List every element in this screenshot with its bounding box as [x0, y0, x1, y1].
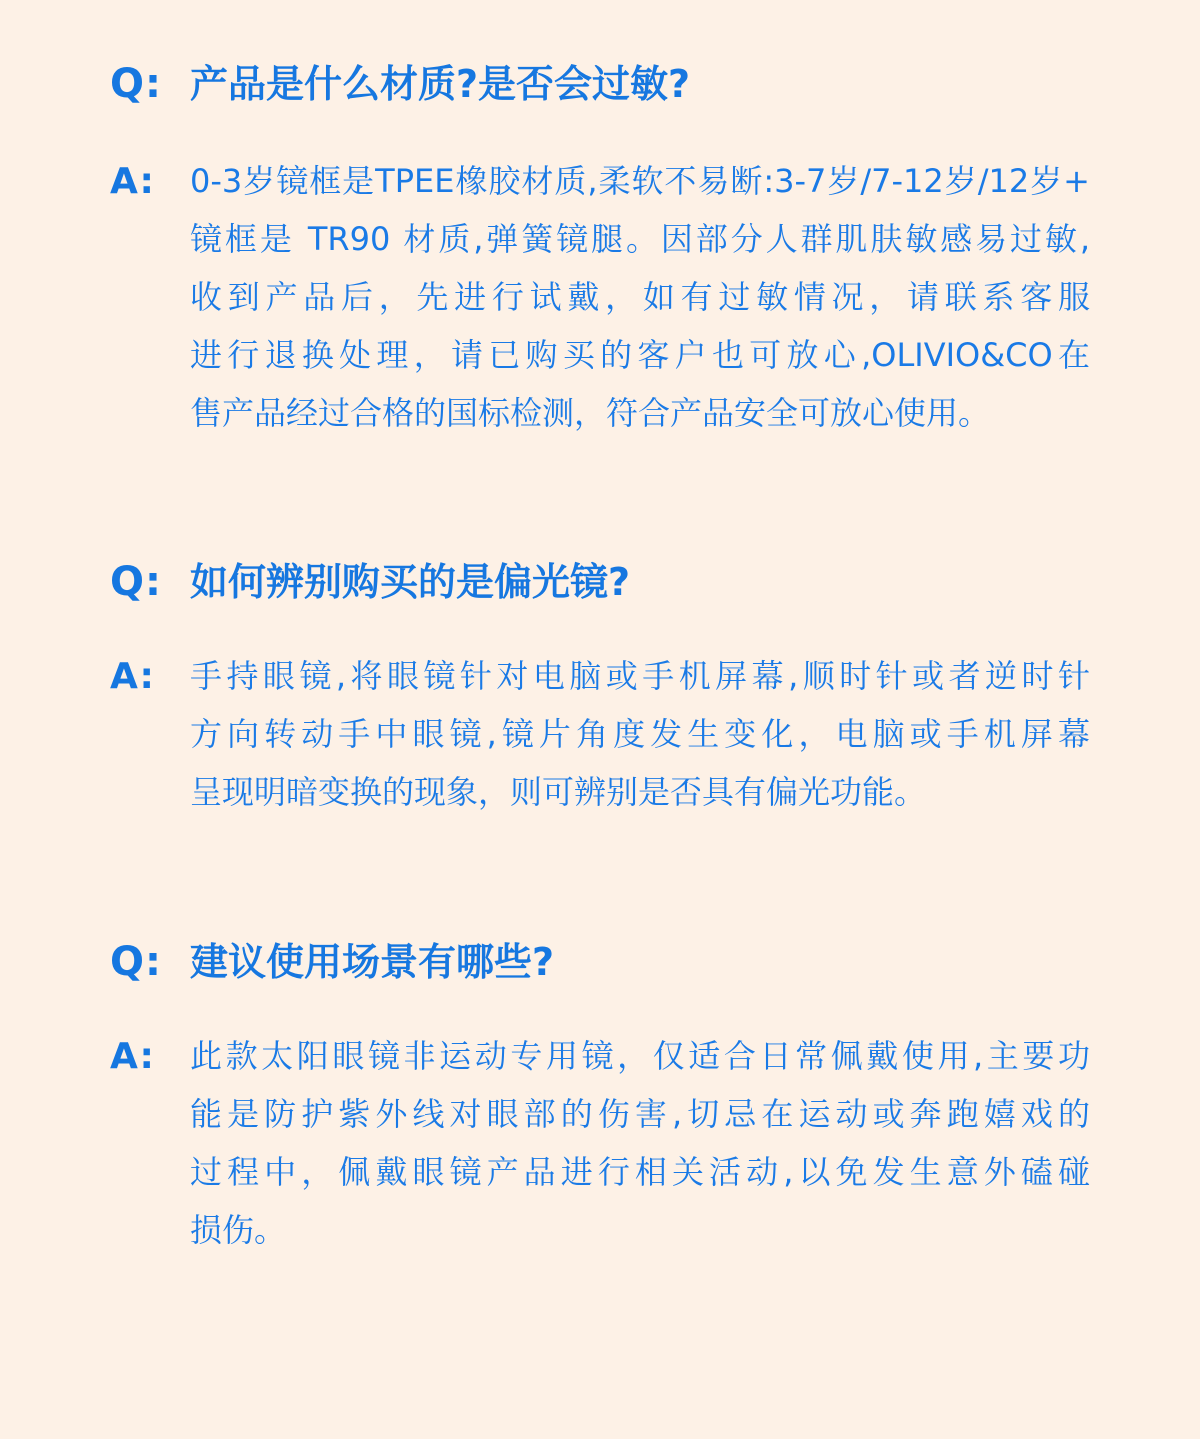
faq-answer-3 [110, 1027, 1090, 1259]
answer-line: 进行退换处理，请已购买的客户也可放心,OLIVIO&CO在 [190, 336, 1090, 374]
answer-line: 收到产品后，先进行试戴，如有过敏情况，请联系客服 [190, 278, 1090, 316]
answer-line: 损伤。 [190, 1211, 287, 1249]
faq-question-2 [110, 558, 1090, 606]
answer-line: 0-3岁镜框是TPEE橡胶材质,柔软不易断:3-7岁/7-12岁/12岁+ [190, 162, 1090, 200]
a-marker: A: [110, 656, 155, 697]
answer-text [190, 152, 1090, 442]
answer-line: 方向转动手中眼镜,镜片角度发生变化，电脑或手机屏幕 [190, 715, 1090, 753]
q-marker: Q: [110, 939, 162, 985]
faq-answer-2 [110, 647, 1090, 821]
answer-text [190, 647, 1090, 821]
question-text: 建议使用场景有哪些? [190, 940, 555, 984]
question-text: 产品是什么材质?是否会过敏? [190, 62, 691, 106]
answer-text [190, 1027, 1090, 1259]
a-marker: A: [110, 1036, 155, 1077]
faq-question-3 [110, 938, 1090, 986]
answer-line: 能是防护紫外线对眼部的伤害,切忌在运动或奔跑嬉戏的 [190, 1095, 1090, 1133]
answer-line: 手持眼镜,将眼镜针对电脑或手机屏幕,顺时针或者逆时针 [190, 657, 1090, 695]
answer-line: 过程中，佩戴眼镜产品进行相关活动,以免发生意外磕碰 [190, 1153, 1090, 1191]
answer-line: 此款太阳眼镜非运动专用镜，仅适合日常佩戴使用,主要功 [190, 1037, 1090, 1075]
a-marker: A: [110, 161, 155, 202]
answer-line: 镜框是 TR90 材质,弹簧镜腿。因部分人群肌肤敏感易过敏, [190, 220, 1090, 258]
faq-question-1 [110, 60, 1090, 108]
question-text: 如何辨别购买的是偏光镜? [190, 560, 631, 604]
q-marker: Q: [110, 61, 162, 107]
q-marker: Q: [110, 559, 162, 605]
answer-line: 呈现明暗变换的现象，则可辨别是否具有偏光功能。 [190, 773, 927, 811]
faq-answer-1 [110, 152, 1090, 442]
answer-line: 售产品经过合格的国标检测，符合产品安全可放心使用。 [190, 394, 991, 432]
